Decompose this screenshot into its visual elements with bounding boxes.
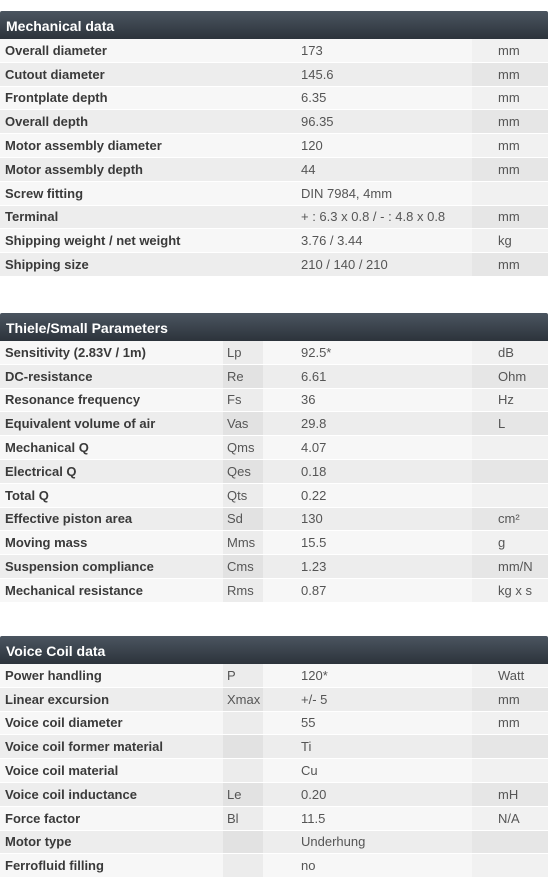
table-row — [0, 110, 548, 134]
parameter-value: 36 — [263, 388, 472, 412]
parameter-unit: L — [472, 412, 548, 436]
parameter-symbol: Le — [223, 782, 263, 806]
parameter-value: DIN 7984, 4mm — [263, 181, 472, 205]
section-header: Mechanical data — [0, 11, 548, 39]
table-row — [0, 854, 548, 878]
parameter-symbol — [223, 711, 263, 735]
parameter-name: Screw fitting — [0, 181, 263, 205]
parameter-name: Resonance frequency — [0, 388, 223, 412]
table-row — [0, 157, 548, 181]
table-row — [0, 759, 548, 783]
parameter-value: 6.61 — [263, 364, 472, 388]
parameter-value: 11.5 — [263, 806, 472, 830]
parameter-name: Overall depth — [0, 110, 263, 134]
parameter-value: 3.76 / 3.44 — [263, 229, 472, 253]
parameter-symbol: Cms — [223, 555, 263, 579]
table-row — [0, 483, 548, 507]
parameter-symbol: Qts — [223, 483, 263, 507]
parameter-symbol — [223, 830, 263, 854]
parameter-name: Moving mass — [0, 531, 223, 555]
table-row — [0, 436, 548, 460]
parameter-name: Effective piston area — [0, 507, 223, 531]
parameter-value: 55 — [263, 711, 472, 735]
table-row — [0, 229, 548, 253]
parameter-value: 120 — [263, 134, 472, 158]
parameter-name: Equivalent volume of air — [0, 412, 223, 436]
table-row — [0, 412, 548, 436]
thiele-small-table — [0, 341, 548, 603]
parameter-value: 44 — [263, 157, 472, 181]
parameter-unit: dB — [472, 341, 548, 364]
table-row — [0, 364, 548, 388]
voice-coil-table — [0, 664, 548, 878]
parameter-value: 6.35 — [263, 86, 472, 110]
parameter-name: Overall diameter — [0, 39, 263, 62]
section-header: Voice Coil data — [0, 636, 548, 664]
table-row — [0, 388, 548, 412]
parameter-unit: mm — [472, 253, 548, 277]
parameter-value: 173 — [263, 39, 472, 62]
parameter-symbol: Fs — [223, 388, 263, 412]
parameter-name: Motor assembly diameter — [0, 134, 263, 158]
table-row — [0, 507, 548, 531]
parameter-name: Ferrofluid filling — [0, 854, 223, 878]
table-row — [0, 181, 548, 205]
voice-coil-section — [0, 636, 548, 878]
parameter-name: Terminal — [0, 205, 263, 229]
table-row — [0, 205, 548, 229]
parameter-value: Cu — [263, 759, 472, 783]
parameter-name: Voice coil diameter — [0, 711, 223, 735]
parameter-name: Motor type — [0, 830, 223, 854]
parameter-unit: mm — [472, 110, 548, 134]
parameter-unit: mm — [472, 134, 548, 158]
parameter-unit — [472, 181, 548, 205]
parameter-unit: mm — [472, 711, 548, 735]
parameter-unit: g — [472, 531, 548, 555]
parameter-unit: N/A — [472, 806, 548, 830]
parameter-name: Shipping weight / net weight — [0, 229, 263, 253]
parameter-symbol: Qes — [223, 459, 263, 483]
table-row — [0, 531, 548, 555]
table-row — [0, 86, 548, 110]
parameter-unit — [472, 759, 548, 783]
parameter-unit: mH — [472, 782, 548, 806]
parameter-symbol: Mms — [223, 531, 263, 555]
parameter-value: Underhung — [263, 830, 472, 854]
parameter-symbol: Rms — [223, 578, 263, 602]
parameter-name: Total Q — [0, 483, 223, 507]
parameter-name: Suspension compliance — [0, 555, 223, 579]
table-row — [0, 735, 548, 759]
parameter-unit: mm/N — [472, 555, 548, 579]
parameter-name: Linear excursion — [0, 687, 223, 711]
parameter-unit — [472, 483, 548, 507]
parameter-unit: mm — [472, 205, 548, 229]
parameter-value: +/- 5 — [263, 687, 472, 711]
parameter-name: Mechanical Q — [0, 436, 223, 460]
parameter-name: DC-resistance — [0, 364, 223, 388]
parameter-name: Cutout diameter — [0, 62, 263, 86]
table-row — [0, 806, 548, 830]
table-row — [0, 830, 548, 854]
table-row — [0, 39, 548, 62]
parameter-name: Mechanical resistance — [0, 578, 223, 602]
parameter-value: + : 6.3 x 0.8 / - : 4.8 x 0.8 — [263, 205, 472, 229]
parameter-name: Sensitivity (2.83V / 1m) — [0, 341, 223, 364]
table-row — [0, 687, 548, 711]
parameter-name: Frontplate depth — [0, 86, 263, 110]
parameter-name: Voice coil former material — [0, 735, 223, 759]
table-row — [0, 711, 548, 735]
parameter-symbol: Re — [223, 364, 263, 388]
table-row — [0, 578, 548, 602]
parameter-unit — [472, 436, 548, 460]
parameter-value: 15.5 — [263, 531, 472, 555]
parameter-symbol — [223, 854, 263, 878]
parameter-unit: mm — [472, 86, 548, 110]
parameter-unit: Watt — [472, 664, 548, 687]
mechanical-data-table — [0, 39, 548, 277]
parameter-unit: Ohm — [472, 364, 548, 388]
parameter-value: 145.6 — [263, 62, 472, 86]
parameter-unit — [472, 459, 548, 483]
parameter-value: 120* — [263, 664, 472, 687]
parameter-value: no — [263, 854, 472, 878]
table-row — [0, 664, 548, 687]
parameter-value: 210 / 140 / 210 — [263, 253, 472, 277]
parameter-unit: kg x s — [472, 578, 548, 602]
parameter-symbol — [223, 735, 263, 759]
parameter-symbol: Sd — [223, 507, 263, 531]
parameter-value: 29.8 — [263, 412, 472, 436]
parameter-name: Shipping size — [0, 253, 263, 277]
parameter-unit: mm — [472, 687, 548, 711]
parameter-name: Force factor — [0, 806, 223, 830]
parameter-symbol: Lp — [223, 341, 263, 364]
parameter-unit — [472, 854, 548, 878]
parameter-unit: kg — [472, 229, 548, 253]
section-header: Thiele/Small Parameters — [0, 313, 548, 341]
parameter-unit — [472, 735, 548, 759]
table-row — [0, 62, 548, 86]
parameter-value: 96.35 — [263, 110, 472, 134]
thiele-small-section — [0, 313, 548, 603]
parameter-unit: mm — [472, 157, 548, 181]
parameter-value: 92.5* — [263, 341, 472, 364]
parameter-unit: mm — [472, 39, 548, 62]
parameter-symbol — [223, 759, 263, 783]
table-row — [0, 253, 548, 277]
parameter-unit: mm — [472, 62, 548, 86]
parameter-value: 0.18 — [263, 459, 472, 483]
table-row — [0, 134, 548, 158]
parameter-name: Motor assembly depth — [0, 157, 263, 181]
parameter-symbol: Xmax — [223, 687, 263, 711]
parameter-unit: Hz — [472, 388, 548, 412]
parameter-value: 0.20 — [263, 782, 472, 806]
parameter-name: Voice coil inductance — [0, 782, 223, 806]
table-row — [0, 459, 548, 483]
parameter-name: Power handling — [0, 664, 223, 687]
parameter-value: Ti — [263, 735, 472, 759]
parameter-symbol: Vas — [223, 412, 263, 436]
parameter-unit: cm² — [472, 507, 548, 531]
parameter-name: Electrical Q — [0, 459, 223, 483]
parameter-value: 1.23 — [263, 555, 472, 579]
table-row — [0, 782, 548, 806]
parameter-value: 4.07 — [263, 436, 472, 460]
parameter-name: Voice coil material — [0, 759, 223, 783]
parameter-symbol: P — [223, 664, 263, 687]
mechanical-data-section — [0, 11, 548, 277]
table-row — [0, 555, 548, 579]
table-row — [0, 341, 548, 364]
parameter-symbol: Qms — [223, 436, 263, 460]
parameter-value: 0.87 — [263, 578, 472, 602]
parameter-unit — [472, 830, 548, 854]
parameter-value: 130 — [263, 507, 472, 531]
parameter-value: 0.22 — [263, 483, 472, 507]
parameter-symbol: Bl — [223, 806, 263, 830]
